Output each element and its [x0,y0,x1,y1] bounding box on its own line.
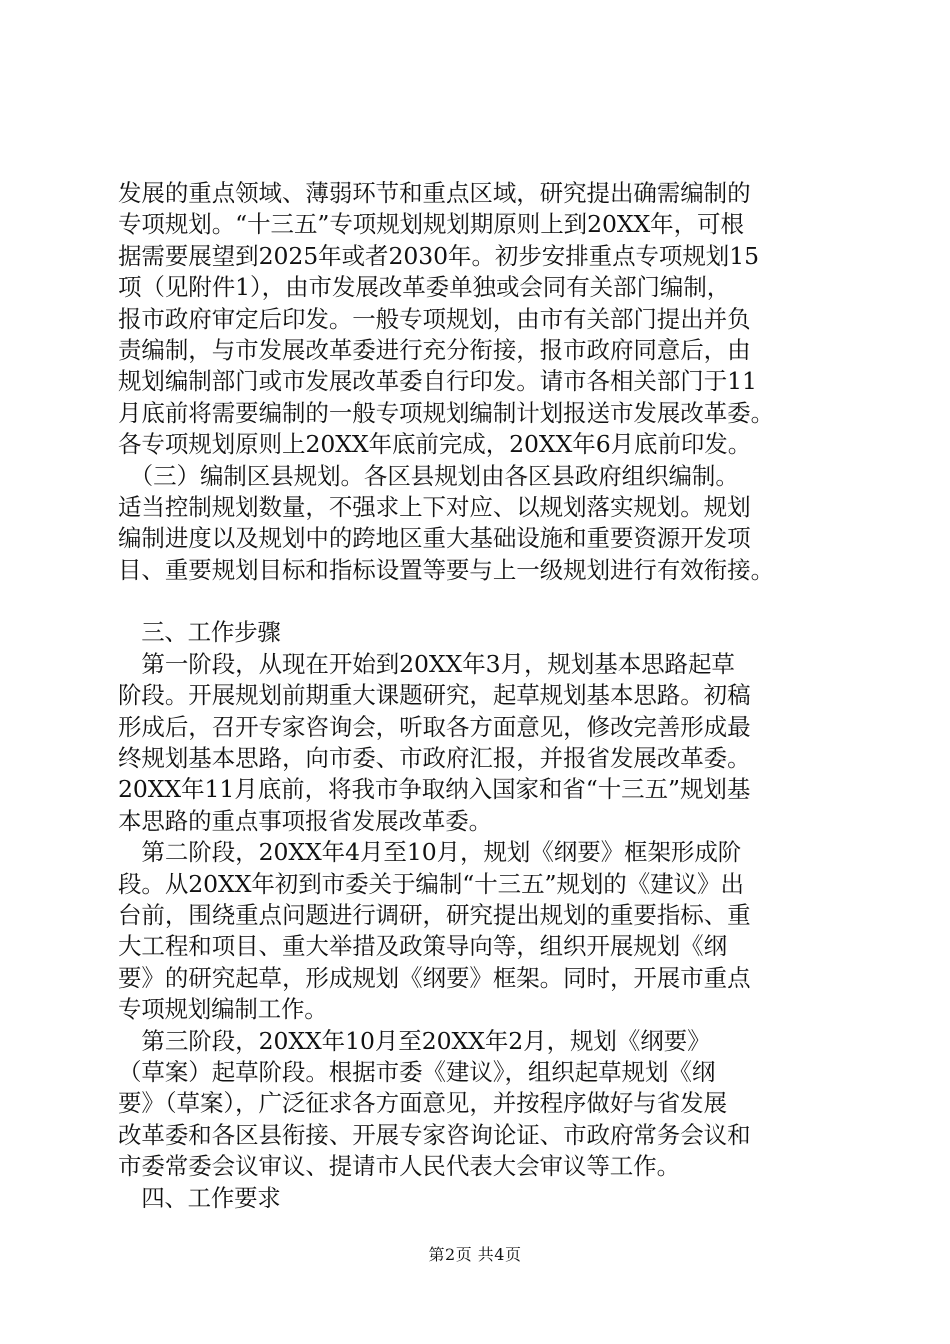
text-line: 四、工作要求 [118,1183,281,1212]
text-line: 台前，围绕重点问题进行调研，研究提出规划的重要指标、重 [118,900,751,929]
text-line: 本思路的重点事项报省发展改革委。 [118,806,492,835]
text-line: 终规划基本思路，向市委、市政府汇报，并报省发展改革委。 [118,744,751,773]
page-footer: 第2页 共4页 [428,1245,522,1264]
text-line: 第一阶段，从现在开始到20XX年3月，规划基本思路起草 [118,649,735,678]
text-line: 项（见附件1），由市发展改革委单独或会同有关部门编制， [118,273,731,302]
text-line: 第二阶段，20XX年4月至10月，规划《纲要》框架形成阶 [118,838,742,867]
text-line: 阶段。开展规划前期重大课题研究，起草规划基本思路。初稿 [118,681,751,710]
text-line: 20XX年11月底前，将我市争取纳入国家和省“十三五”规划基 [118,775,751,804]
text-line: 三、工作步骤 [118,618,281,647]
text-line: 目、重要规划目标和指标设置等要与上一级规划进行有效衔接。 [118,555,774,584]
text-line: 发展的重点领域、薄弱环节和重点区域，研究提出确需编制的 [118,179,751,207]
text-line: 专项规划。“十三五”专项规划规划期原则上到20XX年，可根 [118,210,744,239]
text-line: 要》（草案），广泛征求各方面意见，并按程序做好与省发展 [118,1089,727,1118]
blank-line [118,586,858,617]
text-line: 改革委和各区县衔接、开展专家咨询论证、市政府常务会议和 [118,1120,751,1149]
text-line: 市委常委会议审议、提请市人民代表大会审议等工作。 [118,1152,680,1181]
document-body [118,178,858,1214]
text-line: 适当控制规划数量，不强求上下对应、以规划落实规划。规划 [118,492,751,521]
text-line: 各专项规划原则上20XX年底前完成，20XX年6月底前印发。 [118,430,752,459]
text-line: 报市政府审定后印发。一般专项规划，由市有关部门提出并负 [118,304,751,333]
text-line: 段。从20XX年初到市委关于编制“十三五”规划的《建议》出 [118,869,744,898]
text-line: 据需要展望到2025年或者2030年。初步安排重点专项规划15 [118,241,760,270]
text-line: 规划编制部门或市发展改革委自行印发。请市各相关部门于11 [118,367,757,396]
text-line: 第三阶段，20XX年10月至20XX年2月，规划《纲要》 [118,1026,711,1055]
text-line: 月底前将需要编制的一般专项规划编制计划报送市发展改革委。 [118,398,774,427]
text-line: 编制进度以及规划中的跨地区重大基础设施和重要资源开发项 [118,524,751,553]
text-line: （三）编制区县规划。各区县规划由各区县政府组织编制。 [118,461,739,490]
text-line: 专项规划编制工作。 [118,995,328,1024]
text-line: 形成后，召开专家咨询会，听取各方面意见，修改完善形成最 [118,712,751,741]
text-line: 要》的研究起草，形成规划《纲要》框架。同时，开展市重点 [118,963,751,992]
text-line: 责编制，与市发展改革委进行充分衔接，报市政府同意后，由 [118,335,751,364]
text-line: 大工程和项目、重大举措及政策导向等，组织开展规划《纲 [118,932,727,961]
text-line: （草案）起草阶段。根据市委《建议》，组织起草规划《纲 [118,1057,716,1086]
